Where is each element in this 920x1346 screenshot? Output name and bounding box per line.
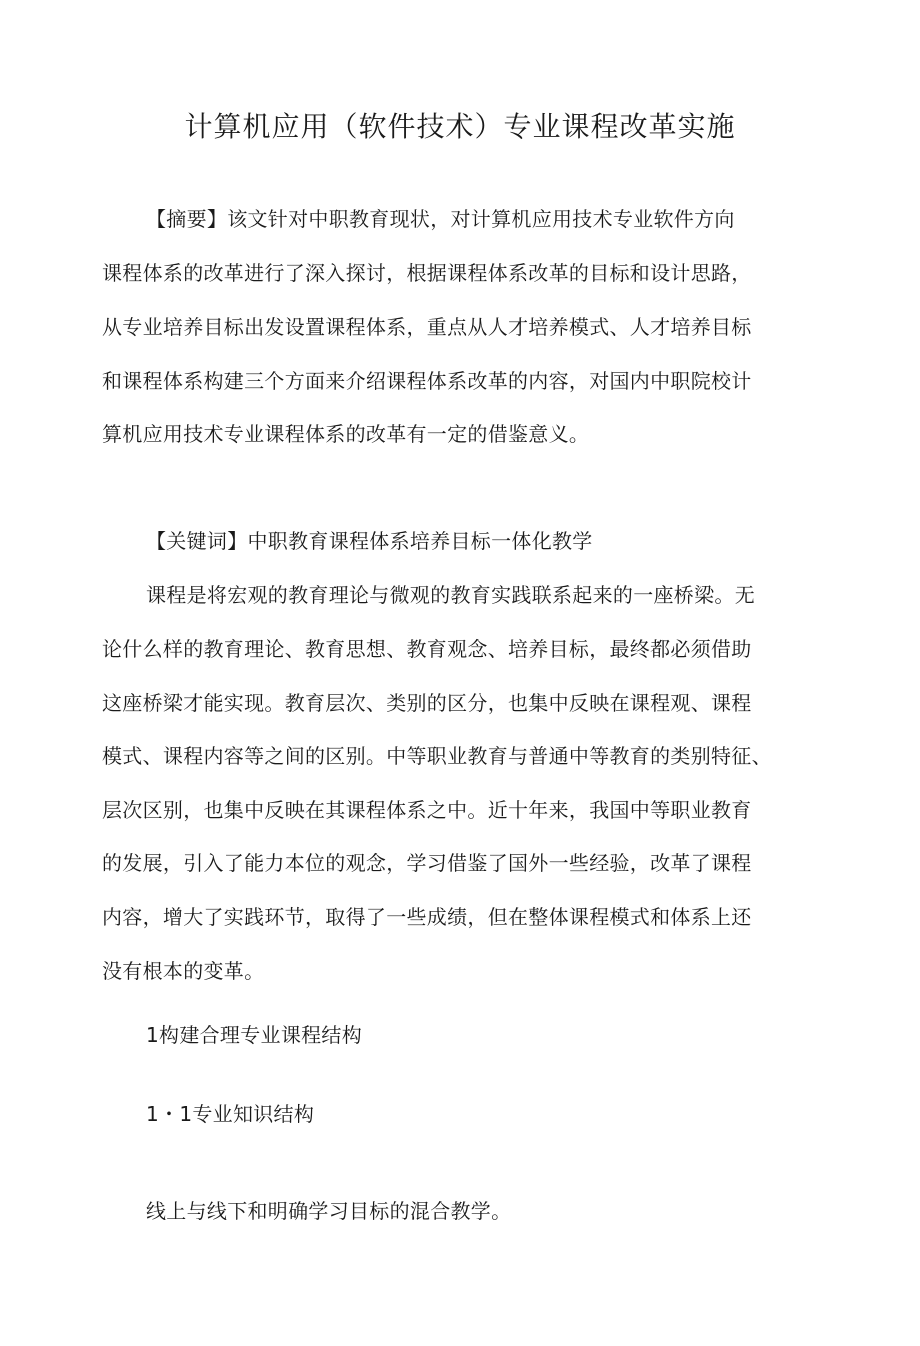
abstract-line: 算机应用技术专业课程体系的改革有一定的借鉴意义。 — [102, 422, 590, 446]
abstract-line: 从专业培养目标出发设置课程体系，重点从人才培养模式、人才培养目标 — [102, 315, 752, 339]
abstract-line: 【摘要】该文针对中职教育现状，对计算机应用技术专业软件方向 — [146, 207, 735, 231]
document-title: 计算机应用（软件技术）专业课程改革实施 — [184, 109, 736, 143]
intro-line: 课程是将宏观的教育理论与微观的教育实践联系起来的一座桥梁。无 — [146, 583, 755, 607]
section-heading: 1构建合理专业课程结构 — [146, 1023, 363, 1047]
intro-line: 论什么样的教育理论、教育思想、教育观念、培养目标，最终都必须借助 — [102, 637, 752, 661]
intro-line: 这座桥梁才能实现。教育层次、类别的区分，也集中反映在课程观、课程 — [102, 691, 752, 715]
intro-line: 内容，增大了实践环节，取得了一些成绩，但在整体课程模式和体系上还 — [102, 905, 752, 929]
body-line: 线上与线下和明确学习目标的混合教学。 — [146, 1199, 512, 1223]
abstract-line: 和课程体系构建三个方面来介绍课程体系改革的内容，对国内中职院校计 — [102, 369, 752, 393]
intro-line: 没有根本的变革。 — [102, 959, 265, 983]
intro-line: 的发展，引入了能力本位的观念，学习借鉴了国外一些经验，改革了课程 — [102, 851, 752, 875]
intro-line: 模式、课程内容等之间的区别。中等职业教育与普通中等教育的类别特征、 — [102, 744, 772, 768]
subsection-heading: 1・1专业知识结构 — [146, 1102, 315, 1126]
keywords-line: 【关键词】中职教育课程体系培养目标一体化教学 — [146, 529, 593, 553]
abstract-line: 课程体系的改革进行了深入探讨，根据课程体系改革的目标和设计思路， — [102, 261, 752, 285]
intro-line: 层次区别，也集中反映在其课程体系之中。近十年来，我国中等职业教育 — [102, 798, 752, 822]
